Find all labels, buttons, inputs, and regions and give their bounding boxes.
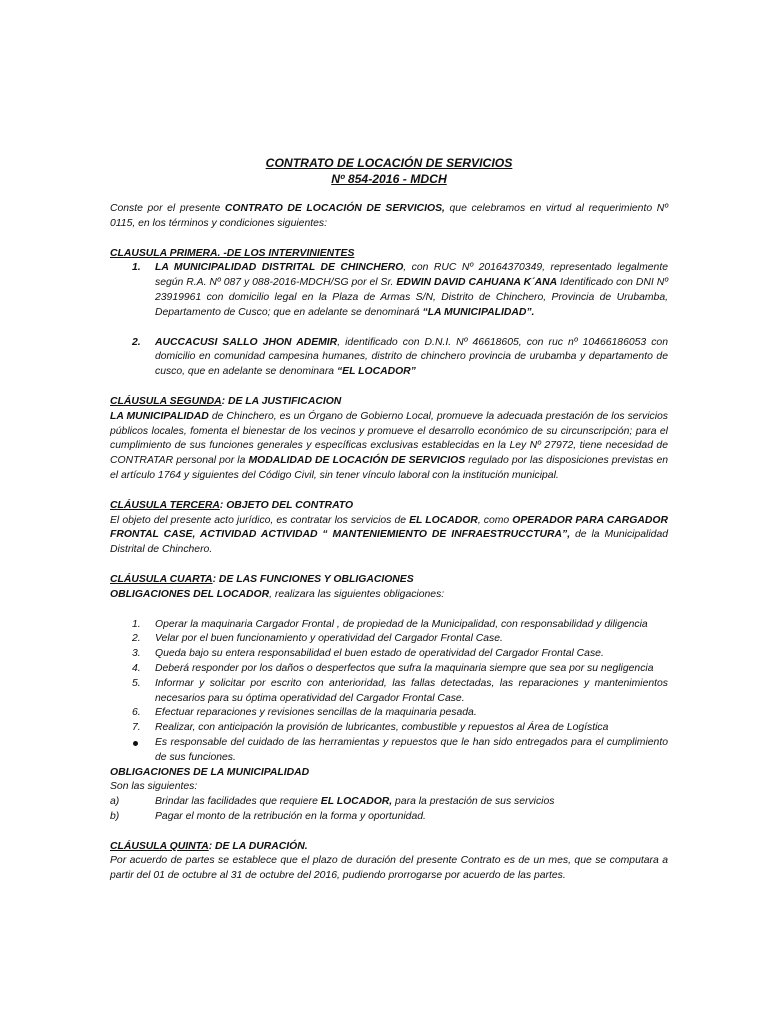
list-number: 5. [132,677,141,689]
municipality-obligations-heading: OBLIGACIONES DE LA MUNICIPALIDAD [110,766,310,778]
document-title [110,155,668,187]
intro-bold: CONTRATO DE LOCACIÓN DE SERVICIOS, [224,203,445,214]
intervener-2 [110,336,668,380]
clause-4-heading [110,573,668,588]
list-number: 4. [132,662,141,674]
list-number: 3. [132,648,141,660]
list-number: 2. [132,336,141,348]
list-item [110,618,668,633]
list-number: 1. [132,262,141,274]
clause-5-label: CLÁUSULA QUINTA [110,840,209,852]
clause-3-text-2: , como [477,514,513,526]
intervener-1-text-2: Identificado con DNI Nº 23919961 con domicilio legal en la Plaza de Armas S/N, Distrito de Chinchero, Provincia de Urubamba, Departamento de Cusco; que en adelante se denominará [155,277,669,318]
title-line-2: Nº 854-2016 - MDCH [331,172,447,186]
intervener-1-alias: “LA MUNICIPALIDAD”. [422,306,535,318]
clause-3-title: : OBJETO DEL CONTRATO [219,499,354,511]
list-item-text: Deberá responder por los daños o desperfectos que sufra la maquinaria siempre que sea por su negligencia [155,662,654,674]
list-item [110,810,668,825]
clause-2-title: : DE LA JUSTIFICACION [221,395,342,407]
list-letter: b) [110,810,120,822]
clause-3-text-3: de la Municipalidad Distrital de Chinchero. [110,529,669,556]
clause-1-heading: CLAUSULA PRIMERA. -DE LOS INTERVINIENTES [110,247,355,259]
list-item [110,647,668,662]
representative-name: EDWIN DAVID CAHUANA K´ANA [396,277,558,289]
intervener-1-text-1: , con RUC Nº 20164370349, representado legalmente según R.A. Nº 087 y 088-2016-MDCH/SG por el Sr. [155,262,668,289]
locador-obligations-intro [110,588,668,603]
clause-5-body: Por acuerdo de partes se establece que el plazo de duración del presente Contrato es de un mes, que se computara a partir del 01 de octubre al 31 de octubre del 2016, pudiendo prorrogarse por acuerdo de las partes. [110,855,668,882]
list-item-bold: EL LOCADOR, [320,796,393,808]
list-item [110,677,668,707]
list-item-text: Velar por el buen funcionamiento y operatividad del Cargador Frontal Case. [155,633,503,645]
clause-4-title: : DE LAS FUNCIONES Y OBLIGACIONES [212,573,414,585]
bullet-icon [133,741,138,746]
list-item-text: Operar la maquinaria Cargador Frontal , de propiedad de la Municipalidad, con responsabilidad y diligencia [155,618,648,630]
list-number: 6. [132,707,141,719]
intervener-1 [110,261,668,320]
clause-2-label: CLÁUSULA SEGUNDA [110,395,222,407]
list-item [110,632,668,647]
clause-2-text-1: de Chinchero, es un Órgano de Gobierno Local, promueve la adecuada prestación de los servicios públicos locales, fomenta el bienestar de los vecinos y promueve el desarrollo económico de su circunscripción; para el cumplimiento de sus funciones generales y específicas exclusivas establecidas en la Ley Nº 27972, tiene necesidad de CONTRATAR personal por la [110,410,669,467]
interveners-list [110,261,668,380]
list-item-text: Queda bajo su entera responsabilidad el buen estado de operatividad del Cargador Frontal Case. [155,648,604,660]
title-line-1: CONTRATO DE LOCACIÓN DE SERVICIOS [265,156,513,170]
clause-5-title: : DE LA DURACIÓN. [208,840,308,852]
clause-2-bold-1: LA MUNICIPALIDAD [110,410,209,422]
clause-2-text-2: regulado por las disposiciones previstas en el artículo 1764 y siguientes del Código Civil, sin tener vínculo laboral con la institución municipal. [110,455,669,481]
intervener-2-alias: “EL LOCADOR” [336,366,416,378]
clause-2-body [110,410,668,484]
list-item-text: Realizar, con anticipación la provisión de lubricantes, combustible y repuestos al Área de Logística [155,722,609,734]
locador-obligations-text: , realizara las siguientes obligaciones: [269,588,445,600]
intervener-2-text: , identificado con D.N.I. Nº 46618605, con ruc nº 10466186053 con domicilio en comunidad campesina humanes, distrito de chinchero provincia de urubamba y departamento de cusco, que en adelante se denominara [155,336,668,378]
locador-obligations-heading: OBLIGACIONES DEL LOCADOR [110,588,270,600]
municipality-obligations-intro: Son las siguientes: [110,781,198,793]
municipality-obligations-list [110,795,668,825]
list-item-text: para la prestación de sus servicios [392,796,555,808]
list-item-text: Es responsable del cuidado de las herramientas y repuestos que le han sido entregados para el cumplimiento de sus funciones. [155,736,668,763]
list-item-text: Efectuar reparaciones y revisiones sencillas de la maquinaria pesada. [155,707,477,719]
locador-obligations-list [110,618,668,766]
list-item [110,736,668,766]
intro-text-2: que celebramos en virtud al requerimiento Nº 0115, en los términos y condiciones siguientes: [110,203,669,229]
list-number: 2. [132,633,141,645]
clause-4-label: CLÁUSULA CUARTA [110,573,213,585]
list-number: 7. [132,722,141,734]
list-item-text: Pagar el monto de la retribución en la forma y oportunidad. [155,810,426,822]
clause-3-text-1: El objeto del presente acto jurídico, es contratar los servicios de [110,514,410,526]
clause-2-bold-2: MODALIDAD DE LOCACIÓN DE SERVICIOS [248,455,466,467]
intro-text-1: Conste por el presente [110,203,225,214]
list-item [110,795,668,810]
clause-5-heading [110,840,668,855]
clause-3-label: CLÁUSULA TERCERA [110,499,220,511]
clause-3-bold-2: OPERADOR PARA CARGADOR FRONTAL CASE, ACTIVIDAD ACTIVIDAD “ MANTENIEMIENTO DE INFRAESTRUCCTURA”, [110,514,668,541]
list-item [110,662,668,677]
clause-3-body [110,514,668,558]
intervener-2-name: AUCCACUSI SALLO JHON ADEMIR [155,336,338,348]
list-item-text: Informar y solicitar por escrito con anterioridad, las fallas detectadas, las reparaciones y mantenimientos necesarios para su óptima operatividad del Cargador Frontal Case. [155,677,668,704]
contract-page [110,155,668,884]
list-number: 1. [132,618,141,630]
list-item [110,706,668,721]
list-item [110,721,668,736]
clause-3-bold-1: EL LOCADOR [409,514,478,526]
clause-2-heading [110,395,668,410]
intro-paragraph [110,202,668,232]
intervener-1-name: LA MUNICIPALIDAD DISTRITAL DE CHINCHERO [155,262,404,274]
clause-3-heading [110,499,668,514]
list-item-text: Brindar las facilidades que requiere [155,796,321,808]
list-letter: a) [110,796,120,808]
